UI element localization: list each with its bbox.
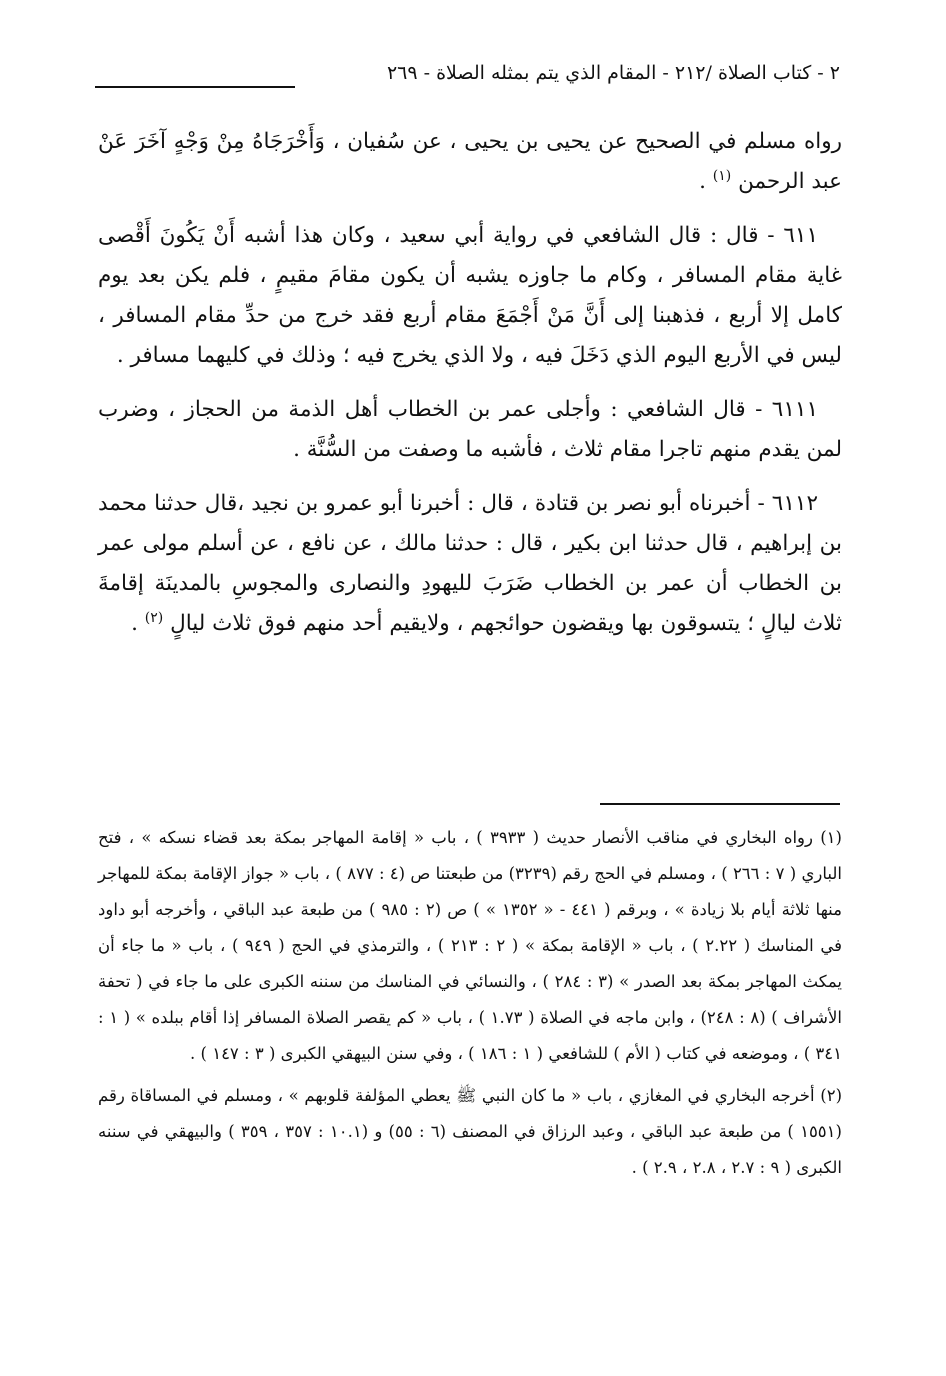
footnotes (98, 820, 842, 1192)
paragraph-6112-text: ٦١١٢ - أخبرناه أبو نصر بن قتادة ، قال : أخبرنا أبو عمرو بن نجيد ،قال حدثنا محمد بن إبراهيم ، قال حدثنا ابن بكير ، قال : حدثنا مالك ، عن نافع ، عن أسلم مولى عمر بن الخطاب أن عمر بن الخطاب ضَرَبَ لليهودِ والنصارى والمجوسِ بالمدينَة إقامةَ ثلاث ليالٍ ؛ يتسوقون بها ويقضون حوائجهم ، ولايقيم أحد منهم فوق ثلاث ليالٍ (98, 491, 842, 636)
paragraph-611: ٦١١ - قال : قال الشافعي في رواية أبي سعيد ، وكان هذا أشبه أَنْ يَكُونَ أَقْصى غاية مقام المسافر ، وكام ما جاوزه يشبه أن يكون مقامَ مقيمٍ ، فلم يكن بعد يوم كامل إلا أربع ، فذهبنا إلى أَنَّ مَنْ أَجْمَعَ مقام أربع فقد خرج من حدِّ مقام المسافر ، ليس في الأربع اليوم الذي دَخَلَ فيه ، ولا الذي يخرج فيه ؛ وذلك في كليهما مسافر . (98, 223, 842, 368)
paragraph-1-text: رواه مسلم في الصحيح عن يحيى بن يحيى ، عن سُفيان ، وَأَخْرَجَاهُ مِنْ وَجْهٍ آخَرَ عَنْ عبد الرحمن (98, 129, 842, 194)
main-text (98, 122, 842, 658)
paragraph-6112-end: . (131, 611, 138, 636)
footnote-1: (١) رواه البخاري في مناقب الأنصار حديث ( ٣٩٣٣ ) ، باب « إقامة المهاجر بمكة بعد قضاء نسكه » ، فتح الباري ( ٧ : ٢٦٦ ) ، ومسلم في الحج رقم (٣٢٣٩) من طبعتنا ص (٤ : ٨٧٧ ) ، باب « جواز الإقامة بمكة للمهاجر منها ثلاثة أيام بلا زيادة » ، وبرقم ( ٤٤١ - « ١٣٥٢ » ) ص (٢ : ٩٨٥ ) من طبعة عبد الباقي ، وأخرجه أبو داود في المناسك ( ٢.٢٢ ) ، باب « الإقامة بمكة » ( ٢ : ٢١٣ ) ، والترمذي في الحج ( ٩٤٩ ) ، باب « ما جاء أن يمكث المهاجر بمكة بعد الصدر » (٣ : ٢٨٤ ) ، والنسائي في المناسك من سننه الكبرى على ما جاء في ( تحفة الأشراف ) (٨ : ٢٤٨) ، وابن ماجه في الصلاة ( ١.٧٣ ) ، باب « كم يقصر الصلاة المسافر إذا أقام ببلده » ( ١ : ٣٤١ ) ، وموضعه في كتاب ( الأم ) للشافعي ( ١ : ١٨٦ ) ، وفي سنن البيهقي الكبرى ( ٣ : ١٤٧ ) . (98, 828, 842, 1063)
paragraph-1-end: . (699, 169, 706, 194)
footnote-2: (٢) أخرجه البخاري في المغازي ، باب « ما كان النبي ﷺ يعطي المؤلفة قلوبهم » ، ومسلم في المساقاة رقم (١٥٥١ ) من طبعة عبد الباقي ، وعبد الرزاق في المصنف (٦ : ٥٥) و (١٠.١ : ٣٥٧ ، ٣٥٩ ) والبيهقي في سننه الكبرى ( ٩ : ٢.٧ ، ٢.٨ ، ٢.٩ ) . (98, 1086, 842, 1177)
paragraph-6111: ٦١١١ - قال الشافعي : وأجلى عمر بن الخطاب أهل الذمة من الحجاز ، وضرب لمن يقدم منهم تاجرا مقام ثلاث ، فأشبه ما وصفت من السُّنَّة . (98, 397, 842, 462)
paragraph-6112 (98, 484, 842, 644)
running-header (95, 62, 840, 94)
footnote-ref-2: (٢) (144, 609, 164, 626)
header-rule (95, 86, 295, 88)
paragraph-1 (98, 122, 842, 202)
running-title: ٢ - كتاب الصلاة /٢١٢ - المقام الذي يتم بمثله الصلاة - ٢٦٩ (386, 62, 840, 84)
footnote-ref-1: (١) (712, 167, 732, 184)
footnote-separator (600, 803, 840, 805)
